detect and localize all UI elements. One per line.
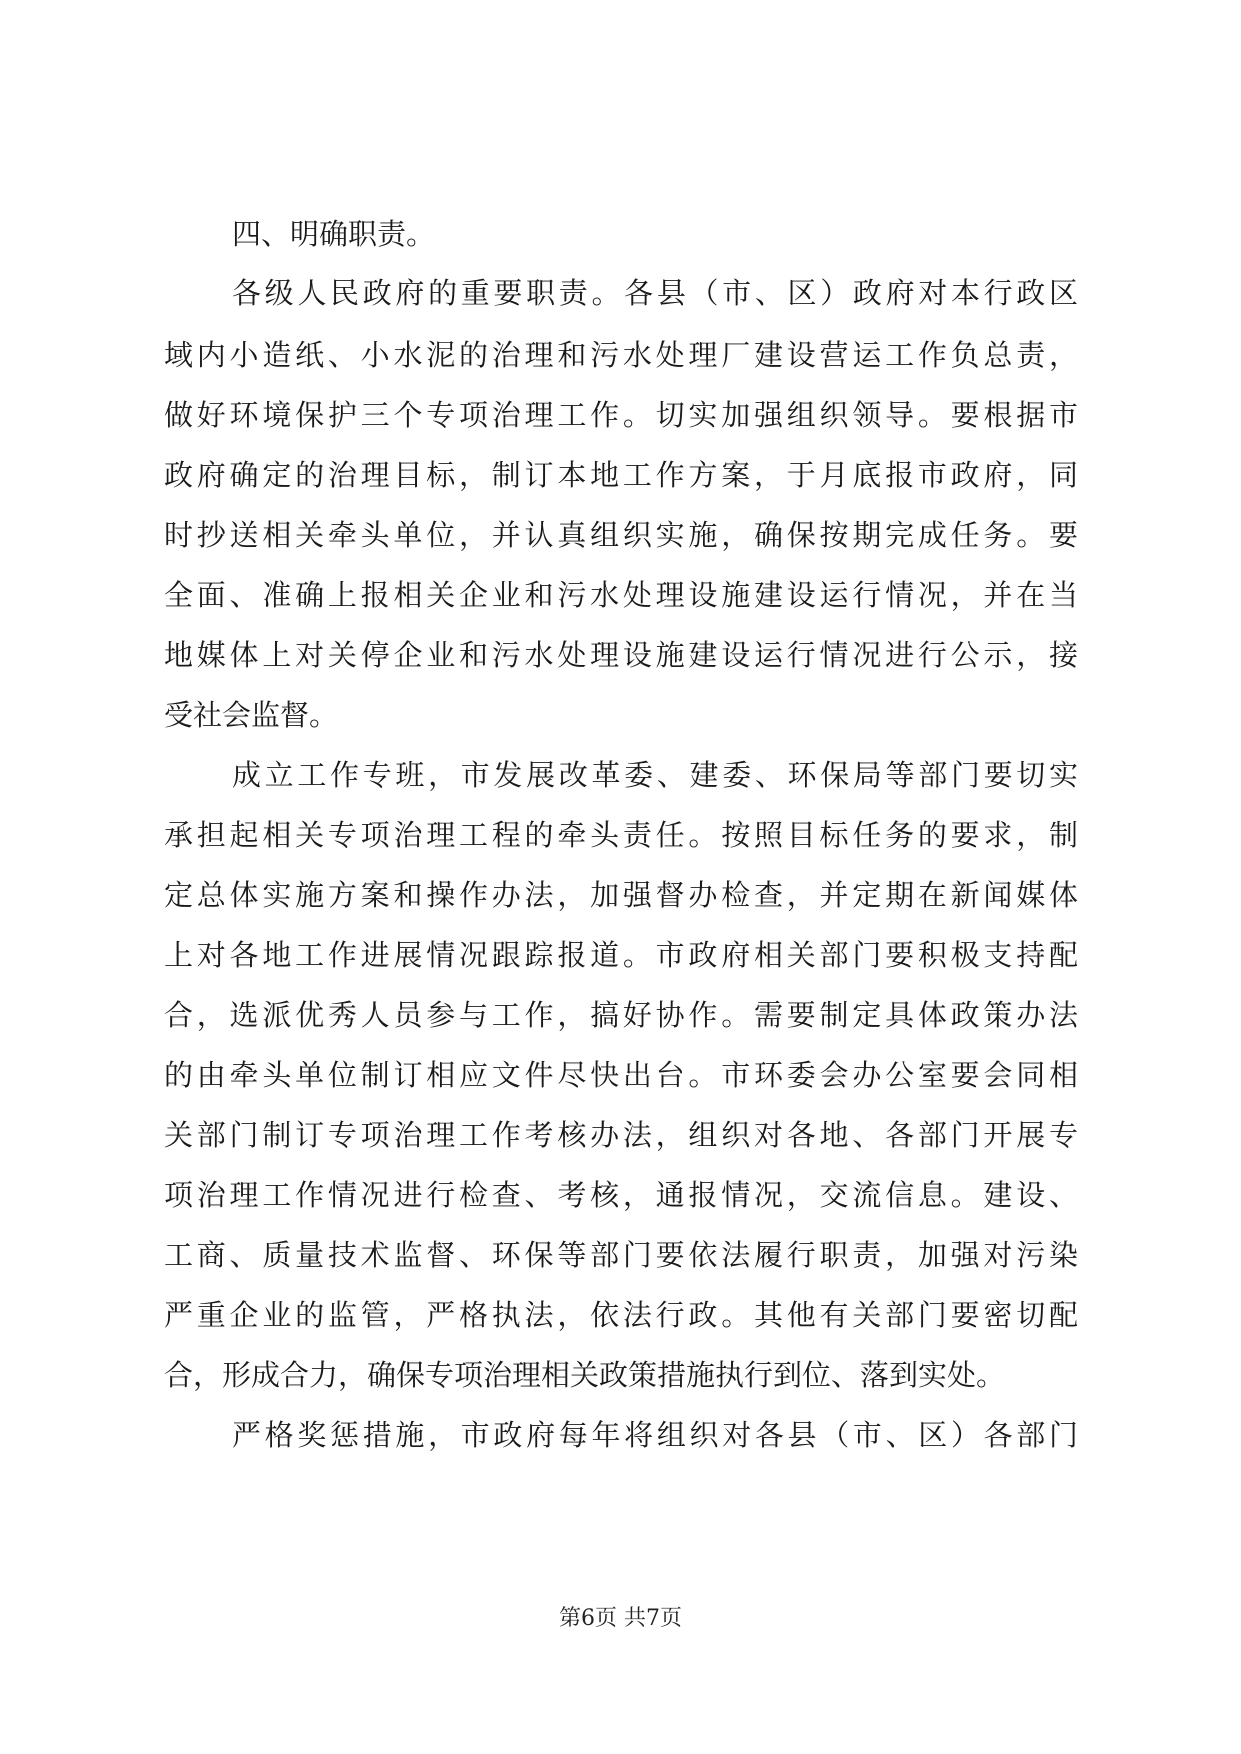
paragraph-line: 合，选派优秀人员参与工作，搞好协作。需要制定具体政策办法 (164, 998, 1078, 1032)
paragraph-line: 承担起相关专项治理工程的牵头责任。按照目标任务的要求，制 (164, 818, 1078, 852)
paragraph-line: 各级人民政府的重要职责。各县（市、区）政府对本行政区 (232, 276, 1078, 310)
paragraph-line: 政府确定的治理目标，制订本地工作方案，于月底报市政府，同 (164, 458, 1078, 492)
paragraph-line: 工商、质量技术监督、环保等部门要依法履行职责，加强对污染 (164, 1238, 1078, 1272)
paragraph-line: 时抄送相关牵头单位，并认真组织实施，确保按期完成任务。要 (164, 518, 1078, 552)
paragraph-line: 做好环境保护三个专项治理工作。切实加强组织领导。要根据市 (164, 398, 1078, 432)
paragraph-line: 全面、准确上报相关企业和污水处理设施建设运行情况，并在当 (164, 578, 1078, 612)
paragraph-line: 受社会监督。 (164, 698, 339, 732)
paragraph-line: 地媒体上对关停企业和污水处理设施建设运行情况进行公示，接 (164, 638, 1078, 672)
paragraph-line: 关部门制订专项治理工作考核办法，组织对各地、各部门开展专 (164, 1118, 1078, 1152)
paragraph-line: 严重企业的监管，严格执法，依法行政。其他有关部门要密切配 (164, 1298, 1078, 1332)
paragraph-line: 合，形成合力，确保专项治理相关政策措施执行到位、落到实处。 (164, 1358, 1006, 1392)
paragraph-line: 上对各地工作进展情况跟踪报道。市政府相关部门要积极支持配 (164, 938, 1078, 972)
paragraph-line: 成立工作专班，市发展改革委、建委、环保局等部门要切实 (232, 758, 1078, 792)
heading-line: 四、明确职责。 (232, 217, 436, 251)
paragraph-line: 严格奖惩措施，市政府每年将组织对各县（市、区）各部门 (232, 1418, 1078, 1452)
paragraph-line: 定总体实施方案和操作办法，加强督办检查，并定期在新闻媒体 (164, 878, 1078, 912)
page-footer: 第6页 共7页 (559, 1606, 682, 1631)
paragraph-line: 项治理工作情况进行检查、考核，通报情况，交流信息。建设、 (164, 1178, 1078, 1212)
paragraph-line: 的由牵头单位制订相应文件尽快出台。市环委会办公室要会同相 (164, 1058, 1078, 1092)
paragraph-line: 域内小造纸、小水泥的治理和污水处理厂建设营运工作负总责， (164, 338, 1078, 372)
